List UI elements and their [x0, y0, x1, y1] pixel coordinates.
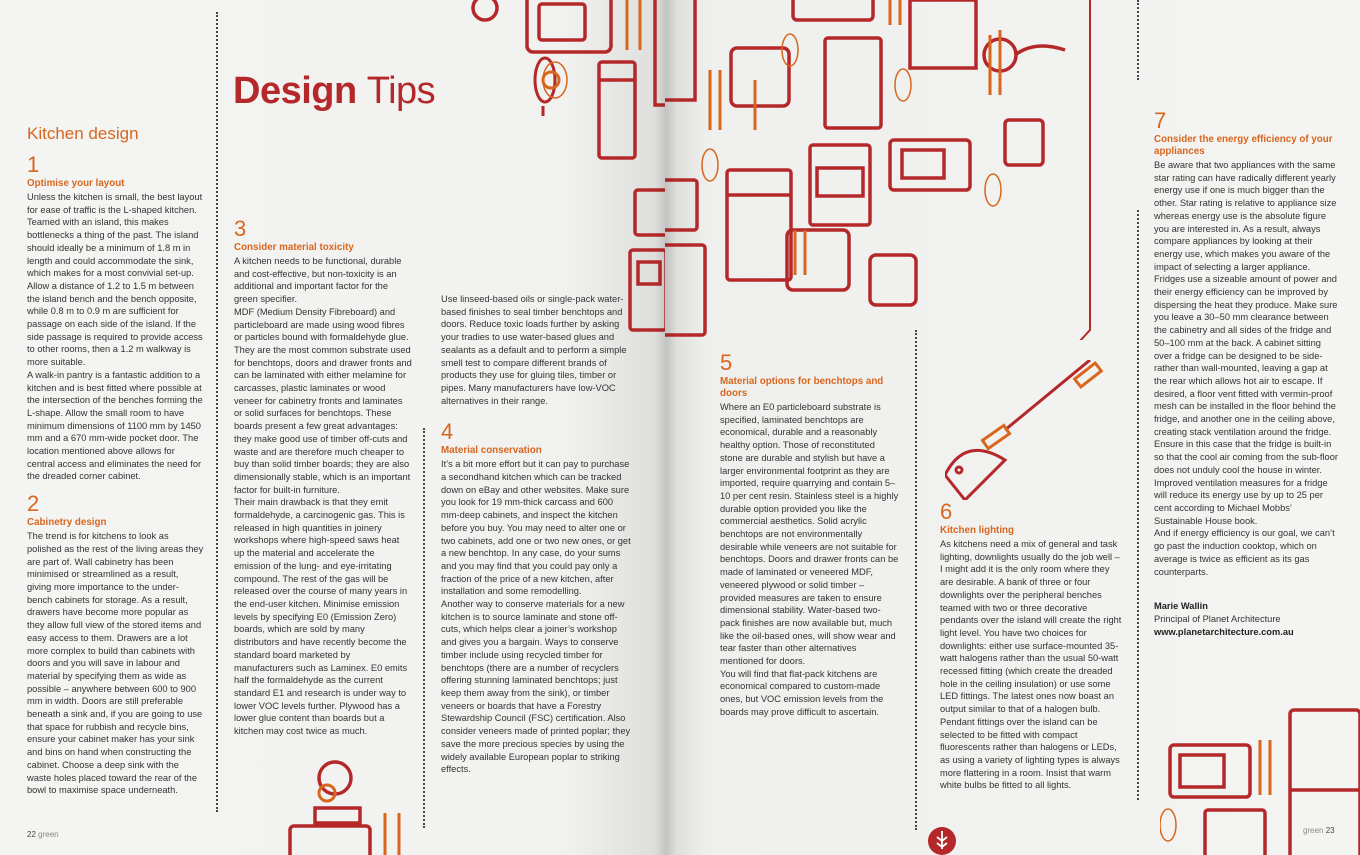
column-divider: [1137, 210, 1139, 800]
section-title: Kitchen design: [27, 124, 139, 143]
oven-icon: [1205, 810, 1265, 855]
tip-heading: Material conservation: [441, 445, 542, 457]
tip-heading: Consider the energy efficiency of your appliances: [1154, 134, 1333, 157]
tip-paragraph: A walk-in pantry is a fantastic addition to a kitchen and is best fitted where possible at the intersection of the benches forming the L-shape. Allow the small room to have minimum dimensions of 1100 mm by 1450 mm and a 670 mm-wide pocket door. The location mentioned above allows for central access and eliminates the need for the dreaded corner cabinet.: [27, 369, 203, 482]
tip-paragraph: Fridges use a sizeable amount of power and their energy efficiency can be improved by dispersing the heat they produce. Make sure you leave a 30–50 mm clearance between the cabinetry and all sides of the fridge and 50–100 mm at the back. A cabinet sitting over a fridge can be designed to be side- rather than wall-mounted, leaving a gap at the rear which allows hot air to escape. If desired, a floor vent fitted with vermin-proof mesh can be installed in the floor behind the fridge, and another one in the ceiling above, creating stack ventilation around the fridge. Ensure in this case that the fridge is built-in so that the cool air coming from the sub-floor does not unduly cool the house in winter. Improved ventilation measures for a fridge will reduce its energy use by up to 25 per cent according to Michael Mobbs’ Sustainable House book.: [1154, 274, 1338, 526]
column-divider: [915, 330, 917, 830]
tip-heading: Cabinetry design: [27, 517, 107, 529]
column-2: [234, 212, 412, 738]
column-3: [441, 293, 631, 776]
mixer-icon: [473, 0, 497, 20]
tip-number: 2: [27, 491, 40, 517]
page-folio-right: green 23: [1303, 826, 1335, 835]
column-7: [1154, 104, 1340, 638]
tip-heading: Material options for benchtops and doors: [720, 376, 884, 399]
column-divider: [1137, 0, 1139, 80]
page-title: Design Tips: [233, 70, 436, 112]
tip-number: 7: [1154, 108, 1167, 133]
tip-number: 6: [940, 499, 953, 524]
leaf-icon: [1160, 809, 1176, 841]
tip-heading: Kitchen lighting: [940, 525, 1015, 536]
tip-paragraph: You will find that flat-pack kitchens are economical compared to custom-made ones, but VOC emission levels from the boards may prove difficult to ascertain.: [720, 668, 884, 717]
tip-number: 3: [234, 216, 247, 241]
tip-paragraph: Use linseed-based oils or single-pack water-based finishes to seal timber benchtops and doors. Reduce toxic loads further by asking your tradies to use water-based glues and sealants as a default and to perform a simple smell test to compare different brands of products they use for gluing tiles, timber or pipes. Many manufacturers have low-VOC alternatives in their range.: [441, 294, 627, 406]
author-role: Principal of Planet Architecture: [1154, 613, 1281, 624]
tip-heading: Optimise your layout: [27, 178, 125, 189]
tip-paragraph: Where an E0 particleboard substrate is specified, laminated benchtops are economical, durable and a reasonably healthy option. Those of reconstituted stone are durable and stylish but have a larger environmental footprint as they are imported, require quarrying and contain 5–10 per cent resin. Stainless steel is a highly durable option provided you like the commercial aesthetics. Solid acrylic benchtops are not environmentally desirable while veneers are not suitable for benchtops. Doors and drawer fronts can be made of laminated or veneered MDF, veneered plywood or solid timber – provided measures are taken to ensure dimensional stability. Water-based two-pack finishes are now available but, much like the oil-based ones, will show wear and tear faster than other alternatives mentioned for doors.: [720, 402, 899, 667]
microwave-icon: [1170, 745, 1250, 797]
kitchen-illustration: [455, 0, 665, 335]
leaf-badge-icon: [927, 823, 957, 855]
column-divider: [216, 12, 218, 812]
fridge-icon: [727, 170, 791, 280]
tip-number: 5: [720, 350, 733, 375]
tip-paragraph: Another way to conserve materials for a new kitchen is to source laminate and stone off-cuts, which helps clear a joiner’s workshop and gives you a bargain. Ways to conserve timber include using recycled timber for benchtops (there are a number of recyclers offering stunning laminated benchtops; just keep them away from the sink), or timber veneers or boards that have a Forestry Stewardship Council (FSC) certification. Also consider veneers made of printed poplar; they save the more precious species by using the widely available European poplar to striking effects.: [441, 599, 631, 775]
dishwasher-icon: [825, 38, 881, 128]
spine-shadow: [655, 0, 677, 855]
column-5: [720, 346, 900, 719]
left-page: [0, 0, 665, 855]
dishwasher-icon: [599, 62, 635, 158]
tip-paragraph: As kitchens need a mix of general and task lighting, downlights usually do the job well – I might add it is the only room where they are desirable. A bank of three or four downlights over the peripheral benches teamed with two or three decorative pendants over the island will create the right light level. You have two choices for downlights: either use surface-mounted 35-watt halogens rather than the usual 50-watt recessed fitting (which create the dreaded hole in the ceiling insulation) or use some LED fittings. The latest ones now boast an output similar to that of a halogen bulb. Pendant fittings over the island can be selected to be fitted with compact fluorescents rather than halogens or LEDs, as using a variety of lighting types is always more flattering in a room. Insist that warm white bulbs be fitted to all lights.: [940, 539, 1122, 791]
page-folio-left: 22 green: [27, 830, 59, 839]
oven-icon: [810, 145, 870, 225]
pendant-lamp-icon: [945, 360, 1115, 500]
appliance-pattern: [665, 0, 1115, 340]
leaf-icon: [985, 174, 1001, 206]
right-page: [665, 0, 1360, 855]
tip-heading: Consider material toxicity: [234, 242, 354, 253]
tip-paragraph: Unless the kitchen is small, the best layout for ease of traffic is the L-shaped kitchen. Teamed with an island, this makes bottlenecks a thing of the past. The island should ideally be a minimum of 1.8 m in length and could accommodate the sink, which makes for a most convivial set-up. Allow a distance of 1.2 to 1.5 m between the island bench and the bench opposite, while 0.8 m to 0.9 m are sufficient for passage on each side of the island. If the side passage is required to provide access to other rooms, then a 1.2 m walkway is more suitable.: [27, 192, 203, 368]
tip-number: 1: [27, 152, 40, 177]
tip-paragraph: Their main drawback is that they emit formaldehyde, a carcinogenic gas. This is released in high quantities in joinery workshops where high-speed saws heat up the material and accelerate the emission of the lung- and eye-irritating compound. The rest of the gas will be released over the course of many years in the end-user kitchen. Minimise emission levels by specifying E0 (Emission Zero) boards, which are sold by many distributors and have recently become the standard board marketed by manufacturers such as Laminex. E0 emits half the formaldehyde as the current standard E1 and research is under way to lower VOC levels further. Plywood has a lower glue content than boards but a kitchen may cost twice as much.: [234, 497, 408, 737]
column-divider: [423, 428, 425, 828]
tip-paragraph: Be aware that two appliances with the same star rating can have radically different yearly energy use if one is much bigger than the other. Star rating is relative to appliance size whereas energy use is the absolute figure you are interested in. As a result, always compare appliances by looking at their energy use, which makes you aware of the impact of selecting a larger appliance.: [1154, 160, 1337, 272]
column-1: [27, 148, 204, 797]
leaf-icon: [702, 149, 718, 181]
author-website-link[interactable]: www.planetarchitecture.com.au: [1154, 626, 1294, 637]
cabinet-icon: [910, 0, 976, 68]
tip-paragraph: The trend is for kitchens to look as polished as the rest of the living areas they are part of. Wall cabinetry has been minimised or streamlined as a result, giving more importance to the under-bench cabinets for storage. As a result, drawers have become more popular as they allow full view of the stored items and easy access to them. Drawers are a lot more complex to build than cabinets with doors and you will save in labour and material by specifying them as wide as possible – anywhere between 600 to 900 mm in width. Doors are still preferable beneath a sink and, if you are going to use that space for rubbish and recycle bins, ensure your cabinet maker has your sink and bins on hand when constructing the cabinet. Choose a deep sink with the waste holes placed toward the rear of the bowl to maximise space underneath.: [27, 531, 204, 796]
tip-paragraph: A kitchen needs to be functional, durable and cost-effective, but non-toxicity is an additional and important factor for the green specifier.: [234, 256, 402, 305]
leaf-icon: [895, 69, 911, 101]
tip-paragraph: It’s a bit more effort but it can pay to purchase a secondhand kitchen which can be tracked down on eBay and other websites. Make sure you look for 19 mm-thick carcass and 600 mm-deep cabinets, and inspect the kitchen before you buy. You may need to alter one or two cabinets, add one or two new ones, or get a new benchtop. In any case, do your sums and you may find that you could pay only a fraction of the price of a new kitchen, after installation and some remodelling.: [441, 459, 631, 597]
author-name: Marie Wallin: [1154, 601, 1208, 612]
kettle-icon: [731, 48, 789, 106]
tip-paragraph: And if energy efficiency is our goal, we can’t go past the induction cooktop, which on average is twice as efficient as its gas counterparts.: [1154, 528, 1335, 577]
tip-paragraph: MDF (Medium Density Fibreboard) and particleboard are made using wood fibres or particles bound with formaldehyde glue. They are the most common substrate used for benchtops, doors and drawer fronts and can be laminated with either melamine for carcasses, plastic laminates or wood veneer for cabinetry fronts and laminates or solid surfaces for benchtops. These boards present a few great advantages: they make good use of timber off-cuts and waste and are therefore much cheaper to buy than solid timber boards; they are also dimensionally stable, which is an important factor for built-in furniture.: [234, 306, 412, 495]
mixer-illustration: [285, 758, 415, 855]
tip-number: 4: [441, 419, 454, 445]
column-6: [940, 495, 1125, 792]
